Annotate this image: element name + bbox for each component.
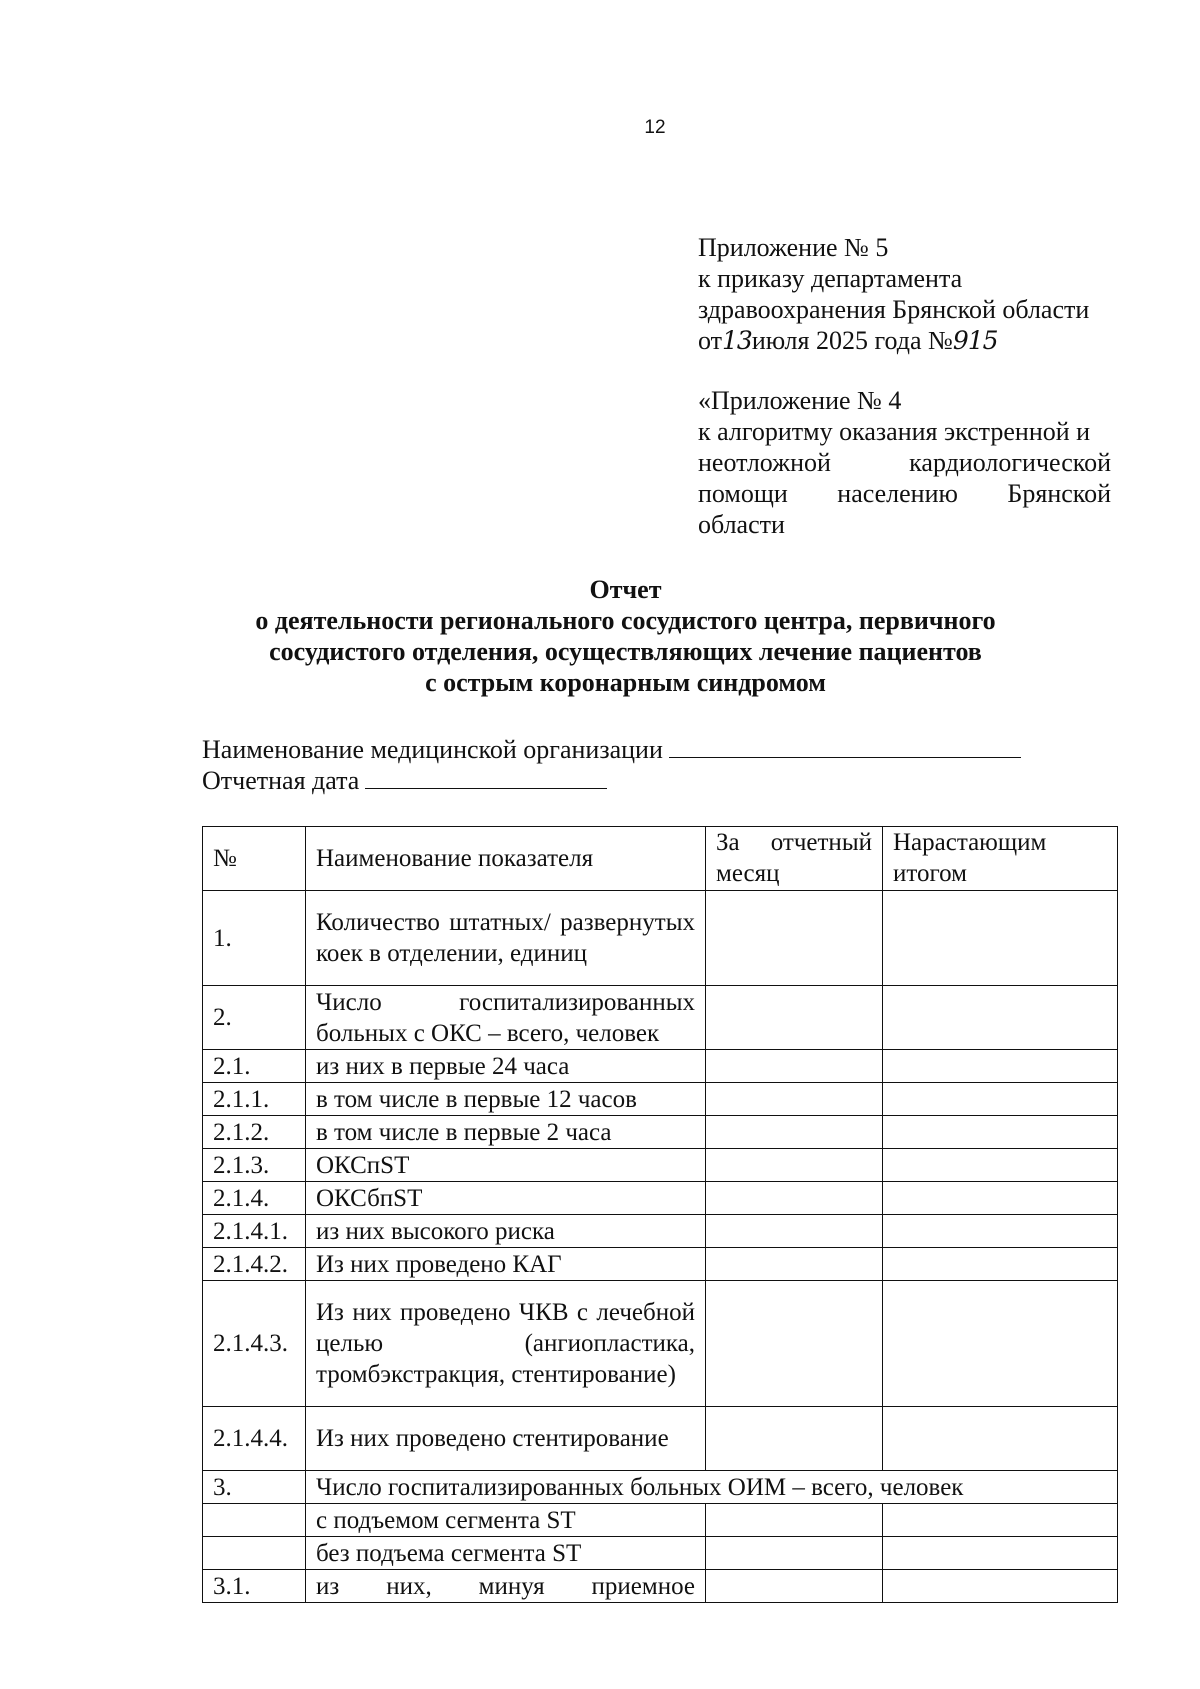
date-field-blank[interactable] <box>365 766 607 789</box>
header-month <box>706 827 883 891</box>
appendix-4-title: «Приложение № 4 <box>698 386 902 415</box>
appendix-5-date-line <box>698 325 1111 356</box>
row-total-cell[interactable] <box>883 1248 1118 1281</box>
date-mid: июля 2025 года № <box>751 326 953 355</box>
row-num <box>203 1504 306 1537</box>
org-field-blank[interactable] <box>669 735 1021 758</box>
handwritten-day: 13 <box>722 326 752 355</box>
row-month-cell[interactable] <box>706 1248 883 1281</box>
row-num: 2.1.1. <box>203 1083 306 1116</box>
row-month-cell[interactable] <box>706 1215 883 1248</box>
row-month-cell[interactable] <box>706 1083 883 1116</box>
row-name-text: из них, минуя приемное <box>316 1572 695 1600</box>
appendix-4-line4: помощи населению Брянской <box>698 479 1111 508</box>
row-total-cell[interactable] <box>883 1050 1118 1083</box>
table-row <box>203 1149 1118 1182</box>
header-name: Наименование показателя <box>306 827 706 891</box>
table-row <box>203 1407 1118 1471</box>
row-name: Число госпитализированных больных с ОКС – всего, человек <box>306 986 706 1050</box>
row-month-cell[interactable] <box>706 1050 883 1083</box>
row-name: из них высокого риска <box>306 1215 706 1248</box>
report-heading: Отчет <box>589 575 662 604</box>
row-num: 3.1. <box>203 1570 306 1603</box>
table-row <box>203 1471 1118 1504</box>
row-num: 2.1.4. <box>203 1182 306 1215</box>
header-month-line2: месяц <box>716 860 780 887</box>
table-row <box>203 1182 1118 1215</box>
table-row <box>203 1281 1118 1407</box>
row-name: без подъема сегмента ST <box>306 1537 706 1570</box>
handwritten-order-number: 915 <box>952 326 998 355</box>
row-name: ОКСпST <box>306 1149 706 1182</box>
row-month-cell[interactable] <box>706 1537 883 1570</box>
row-total-cell[interactable] <box>883 1570 1118 1603</box>
report-table <box>202 826 1118 1603</box>
row-total-cell[interactable] <box>883 1407 1118 1471</box>
row-num: 3. <box>203 1471 306 1504</box>
row-month-cell[interactable] <box>706 1149 883 1182</box>
appendix-4-line5: области <box>698 510 785 539</box>
report-fields <box>202 734 1021 796</box>
table-row <box>203 1083 1118 1116</box>
table-row <box>203 1570 1118 1603</box>
header-month-line1: За отчетный <box>716 829 872 856</box>
row-total-cell[interactable] <box>883 891 1118 986</box>
header-total-line2: итогом <box>893 860 967 887</box>
row-month-cell[interactable] <box>706 1182 883 1215</box>
appendix-4-line2: к алгоритму оказания экстренной и <box>698 417 1091 446</box>
header-num: № <box>203 827 306 891</box>
row-total-cell[interactable] <box>883 1281 1118 1407</box>
row-name: Из них проведено стентирование <box>306 1407 706 1471</box>
row-num: 2.1. <box>203 1050 306 1083</box>
row-name: в том числе в первые 12 часов <box>306 1083 706 1116</box>
header-total <box>883 827 1118 891</box>
row-total-cell[interactable] <box>883 1215 1118 1248</box>
appendix-4-line3: неотложной кардиологической <box>698 448 1111 477</box>
appendix-4-block <box>698 385 1111 540</box>
row-name <box>306 1570 706 1603</box>
table-row <box>203 1248 1118 1281</box>
row-total-cell[interactable] <box>883 1182 1118 1215</box>
report-title <box>200 574 1051 698</box>
row-num: 2.1.2. <box>203 1116 306 1149</box>
page-number: 12 <box>644 117 666 138</box>
row-month-cell[interactable] <box>706 1281 883 1407</box>
row-month-cell[interactable] <box>706 1116 883 1149</box>
row-num: 2.1.3. <box>203 1149 306 1182</box>
row-total-cell[interactable] <box>883 1537 1118 1570</box>
row-name-wide: Число госпитализированных больных ОИМ – всего, человек <box>306 1471 1118 1504</box>
row-name: Количество штатных/ развернутых коек в отделении, единиц <box>306 891 706 986</box>
row-name: Из них проведено КАГ <box>306 1248 706 1281</box>
table-row <box>203 1215 1118 1248</box>
org-field-label: Наименование медицинской организации <box>202 735 663 764</box>
org-field-row <box>202 734 1021 765</box>
report-title-line1: о деятельности регионального сосудистого центра, первичного <box>255 606 996 635</box>
report-title-line3: с острым коронарным синдромом <box>425 668 826 697</box>
row-month-cell[interactable] <box>706 986 883 1050</box>
row-num: 2. <box>203 986 306 1050</box>
row-num: 2.1.4.2. <box>203 1248 306 1281</box>
table-row <box>203 1504 1118 1537</box>
row-total-cell[interactable] <box>883 1083 1118 1116</box>
row-month-cell[interactable] <box>706 1407 883 1471</box>
row-num: 2.1.4.1. <box>203 1215 306 1248</box>
report-title-line2: сосудистого отделения, осуществляющих лечение пациентов <box>269 637 982 666</box>
table-row <box>203 891 1118 986</box>
row-name: с подъемом сегмента ST <box>306 1504 706 1537</box>
row-num: 2.1.4.3. <box>203 1281 306 1407</box>
table-header-row <box>203 827 1118 891</box>
row-total-cell[interactable] <box>883 1116 1118 1149</box>
row-num: 2.1.4.4. <box>203 1407 306 1471</box>
row-month-cell[interactable] <box>706 1570 883 1603</box>
appendix-5-title: Приложение № 5 <box>698 233 889 262</box>
row-name: ОКСбпST <box>306 1182 706 1215</box>
appendix-5-line2: к приказу департамента <box>698 264 963 293</box>
row-total-cell[interactable] <box>883 1149 1118 1182</box>
row-num <box>203 1537 306 1570</box>
date-field-row <box>202 765 1021 796</box>
row-name: в том числе в первые 2 часа <box>306 1116 706 1149</box>
row-name: Из них проведено ЧКВ с лечебной целью (ангиопластика, тромбэкстракция, стентирование) <box>306 1281 706 1407</box>
row-name: из них в первые 24 часа <box>306 1050 706 1083</box>
row-month-cell[interactable] <box>706 891 883 986</box>
table-row <box>203 1050 1118 1083</box>
date-field-label: Отчетная дата <box>202 766 360 795</box>
date-prefix: от <box>698 326 723 355</box>
row-total-cell[interactable] <box>883 986 1118 1050</box>
table-row <box>203 1116 1118 1149</box>
appendix-5-block <box>698 232 1111 356</box>
row-month-cell[interactable] <box>706 1504 883 1537</box>
row-total-cell[interactable] <box>883 1504 1118 1537</box>
row-num: 1. <box>203 891 306 986</box>
header-total-line1: Нарастающим <box>893 829 1047 856</box>
table-row <box>203 986 1118 1050</box>
table-row <box>203 1537 1118 1570</box>
appendix-5-line3: здравоохранения Брянской области <box>698 295 1090 324</box>
